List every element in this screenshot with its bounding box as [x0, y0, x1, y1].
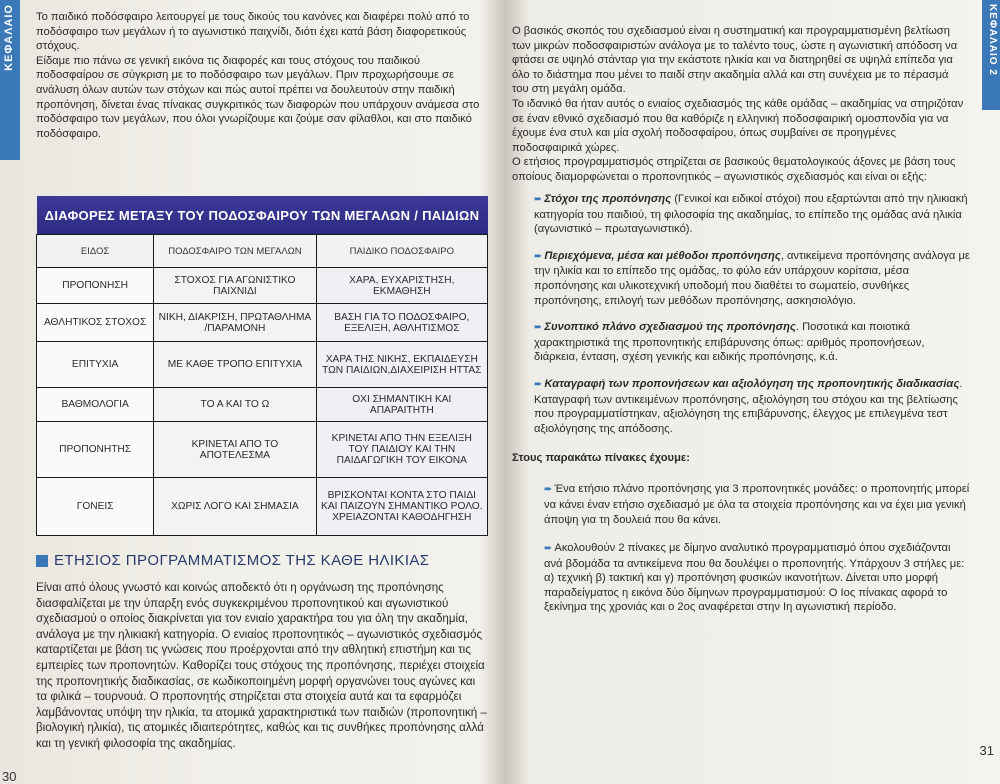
table-row: [37, 478, 488, 536]
section-heading-text: ΕΤΗΣΙΟΣ ΠΡΟΓΡΑΜΜΑΤΙΣΜΟΣ ΤΗΣ ΚΑΘΕ ΗΛΙΚΙΑΣ: [54, 552, 430, 569]
list-item-text: . Ποσοτικά και ποιοτικά χαρακτηριστικά της προπονητικής επιβάρυνσης όπως: αριθμός προπονήσεων, διάρκεια, ένταση, σχέση γενικής και ειδικής προπόνησης, κ.ά.: [534, 321, 925, 364]
intro-paragraph-1: Το παιδικό ποδόσφαιρο λειτουργεί με τους δικούς του κανόνες και διαφέρει πολύ από το ποδόσφαιρο των μεγάλων ή το αγωνιστικό παιχνίδι, διότι έχει κατά βάση διαφορετικούς στόχους.: [36, 11, 470, 53]
chapter-tab-label: ΚΕΦΑΛΑΙΟ 2: [987, 4, 998, 76]
arrow-bullet-icon: ➨: [534, 250, 543, 262]
table-row: [37, 388, 488, 422]
intro-text: [36, 10, 488, 141]
right-intro-paragraph-3: Ο ετήσιος προγραμματισμός στηρίζεται σε βασικούς θεματολογικούς άξονες με βάση τους οποίους διαμορφώνεται ο προπονητικός – αγωνιστικός σχεδιασμός και είναι οι εξής:: [512, 156, 956, 183]
table-header-type: ΕΙΔΟΣ: [37, 235, 154, 268]
differences-table: [36, 196, 488, 536]
arrow-bullet-icon: ➨: [544, 484, 553, 496]
table-cell: ΠΡΟΠΟΝΗΣΗ: [37, 268, 154, 304]
list-item-text: , αντικείμενα προπόνησης ανάλογα με την ηλικία και το επίπεδο της ομάδας, το φύλο εάν υπάρχουν κορίτσια, μέσα προπόνησης και υλικοτεχνική υποδομή που διαθέτει το σωματείο, συνθήκες προπόνησης, επιλογή των μεθόδων προπόνησης, ασκησιολόγιο.: [534, 249, 970, 307]
table-cell: ΒΑΘΜΟΛΟΓΙΑ: [37, 388, 154, 422]
list-item: [544, 541, 970, 615]
table-header-children: ΠΑΙΔΙΚΟ ΠΟΔΟΣΦΑΙΡΟ: [316, 235, 487, 268]
chapter-tab-left: [0, 0, 20, 160]
list-item-lead: Καταγραφή των προπονήσεων και αξιολόγηση της προπονητικής διαδικασίας: [544, 377, 960, 390]
arrow-bullet-icon: ➨: [534, 322, 543, 334]
list-item: [534, 377, 970, 436]
table-cell: ΣΤΟΧΟΣ ΓΙΑ ΑΓΩΝΙΣΤΙΚΟ ΠΑΙΧΝΙΔΙ: [154, 268, 316, 304]
table-row: [37, 304, 488, 342]
table-cell: ΟΧΙ ΣΗΜΑΝΤΙΚΗ ΚΑΙ ΑΠΑΡΑΙΤΗΤΗ: [316, 388, 487, 422]
intro-paragraph-2: Είδαμε πιο πάνω σε γενική εικόνα τις διαφορές και τους στόχους του παιδικού ποδοσφαίρου σε σύγκριση με το ποδόσφαιρο των μεγάλων. Πριν προχωρήσουμε σε ανάλυση όλων αυτών των στόχων και πώς αυτοί πρέπει να δουλευτούν στην παιδική προπόνηση, δίνεται ένας πίνακας συγκριτικός των διαφορών που υπάρχουν ανάμεσα στο ποδόσφαιρο των μεγάλων, που όλοι γνωρίζουμε και ζούμε σαν φίλαθλοι, και στο παιδικό ποδόσφαιρο.: [36, 54, 480, 140]
table-cell: ΚΡΙΝΕΤΑΙ ΑΠΟ ΤΟ ΑΠΟΤΕΛΕΣΜΑ: [154, 422, 316, 478]
section-heading: [36, 552, 429, 569]
list-item: [544, 482, 970, 527]
right-intro-paragraph-2: Το ιδανικό θα ήταν αυτός ο ενιαίος σχεδιασμός της κάθε ομάδας – ακαδημίας να στηριζόταν σε έναν εθνικό σχεδιασμό που θα καθόριζε η ελληνική ποδοσφαιρική ομοσπονδία για να έχουμε ένα στυλ και μία σχολή ποδοσφαίρου, όπως συμβαίνει σε προηγμένες ποδοσφαιρικά χώρες.: [512, 97, 964, 154]
list-item-text: (Γενικοί και ειδικοί στόχοι) που εξαρτώνται από την ηλικιακή κατηγορία του παιδιού, τη φιλοσοφία της ακαδημίας, το επίπεδο της ομάδας ανά ηλικία (αγωνιστικό – πρωταγωνιστικό).: [534, 193, 968, 236]
list-item-text: Ακολουθούν 2 πίνακες με δίμηνο αναλυτικό προγραμματισμό όπου σχεδιάζονται ανά βδομάδα τα αντικείμενα που θα δουλέψει ο προπονητής. Υπάρχουν 3 στήλες με: α) τεχνική β) τακτική και γ) προπόνηση φυσικών ικανοτήτων. Δίνεται υπο μορφή παραδείγματος η εικόνα δύο δίμηνων προγραμματισμού: Ο Ιος πίνακας αφορά το ξεκίνημα της χρονιάς και ο 2ος αναφέρεται στην Ιη αγωνιστική περίοδο.: [544, 542, 965, 614]
list-item-text: Ένα ετήσιο πλάνο προπόνησης για 3 προπονητικές μονάδες: ο προπονητής μπορεί να κάνει έναν ετήσιο σχεδιασμό με όλα τα στοιχεία προπόνησης και να έχει μια γενική άποψη για τη δουλειά που θα κάνει.: [544, 483, 970, 526]
table-cell: ΝΙΚΗ, ΔΙΑΚΡΙΣΗ, ΠΡΩΤΑΘΛΗΜΑ /ΠΑΡΑΜΟΝΗ: [154, 304, 316, 342]
list-item: [534, 249, 970, 308]
table-cell: ΠΡΟΠΟΝΗΤΗΣ: [37, 422, 154, 478]
table-header-adults: ΠΟΔΟΣΦΑΙΡΟ ΤΩΝ ΜΕΓΑΛΩΝ: [154, 235, 316, 268]
table-row: [37, 268, 488, 304]
table-cell: ΧΩΡΙΣ ΛΟΓΟ ΚΑΙ ΣΗΜΑΣΙΑ: [154, 478, 316, 536]
axes-list: [512, 192, 970, 629]
table-row: [37, 342, 488, 388]
table-cell: ΓΟΝΕΙΣ: [37, 478, 154, 536]
table-cell: ΑΘΛΗΤΙΚΟΣ ΣΤΟΧΟΣ: [37, 304, 154, 342]
page-number-right: 31: [979, 743, 994, 758]
table-title: ΔΙΑΦΟΡΕΣ ΜΕΤΑΞΥ ΤΟΥ ΠΟΔΟΣΦΑΙΡΟΥ ΤΩΝ ΜΕΓΑΛΩΝ / ΠΑΙΔΙΩΝ: [37, 196, 488, 235]
right-page: [508, 0, 1000, 784]
tables-subheading: Στους παρακάτω πίνακες έχουμε:: [512, 452, 690, 465]
right-intro-text: [512, 24, 968, 185]
chapter-tab-right: [982, 0, 1000, 110]
right-intro-paragraph-1: Ο βασικός σκοπός του σχεδιασμού είναι η συστηματική και προγραμματισμένη βελτίωση των μικρών ποδοσφαιριστών ανάλογα με το ταλέντο τους, ώστε η αγωνιστική απόδοση να φτάσει σε υψηλό στάνταρ για την εκάστοτε ηλικία και να διατηρηθεί σε υψηλά επίπεδα για όλο το διάστημα που μένει το παιδί στην ακαδημία αλλά και στη συνέχεια με το πέρασμά του στη μεγάλη ομάδα.: [512, 25, 958, 96]
table-row: [37, 422, 488, 478]
list-item: [534, 320, 970, 365]
list-item-lead: Περιεχόμενα, μέσα και μέθοδοι προπόνησης: [544, 249, 781, 262]
table-cell: ΚΡΙΝΕΤΑΙ ΑΠΟ ΤΗΝ ΕΞΕΛΙΞΗ ΤΟΥ ΠΑΙΔΙΟΥ ΚΑΙ ΤΗΝ ΠΑΙΔΑΓΩΓΙΚΗ ΤΟΥ ΕΙΚΟΝΑ: [316, 422, 487, 478]
square-bullet-icon: [36, 555, 48, 567]
chapter-tab-label: ΚΕΦΑΛΑΙΟ: [3, 4, 15, 71]
section-paragraph: Είναι από όλους γνωστό και κοινώς αποδεκτό ότι η οργάνωση της προπόνησης διασφαλίζεται με την ύπαρξη ενός συγκεκριμένου προπονητικού και αγωνιστικού σχεδιασμού ο οποίος διακρίνεται για τον ενιαίο χαρακτήρα του για όλη την ακαδημία, ανάλογα με την ηλικιακή κατηγορία. Ο ενιαίος προπονητικός – αγωνιστικός σχεδιασμός καταρτίζεται με βάση τις γνώσεις που προέρχονται από την αθλητική επιστήμη και τις εμπειρίες των προπονητών. Καθορίζει τους στόχους της προπόνησης, περιέχει στοιχεία της προπονητικής διαδικασίας, σε κωδικοποιημένη μορφή οργανώνει τους αγώνες και τα φιλικά – τουρνουά. Ο προπονητής στηρίζεται στα στοιχεία αυτά και τα εφαρμόζει λαμβάνοντας υπόψη την ηλικία, τα ατομικά χαρακτηριστικά των παιδιών (προπονητική – βιολογική ηλικία), τις ατομικές ιδιαιτερότητες, καθώς και τις συνθήκες προπόνησης αλλά και τη γενική φιλοσοφία της ακαδημίας.: [36, 581, 487, 750]
table-cell: ΕΠΙΤΥΧΙΑ: [37, 342, 154, 388]
table-cell: ΜΕ ΚΑΘΕ ΤΡΟΠΟ ΕΠΙΤΥΧΙΑ: [154, 342, 316, 388]
list-item: [534, 192, 970, 237]
section-body: [36, 580, 488, 752]
arrow-bullet-icon: ➨: [534, 378, 543, 390]
table-cell: ΒΑΣΗ ΓΙΑ ΤΟ ΠΟΔΟΣΦΑΙΡΟ, ΕΞΕΛΙΞΗ, ΑΘΛΗΤΙΣΜΟΣ: [316, 304, 487, 342]
list-item-lead: Στόχοι της προπόνησης: [544, 193, 672, 205]
table-cell: ΤΟ Α ΚΑΙ ΤΟ Ω: [154, 388, 316, 422]
arrow-bullet-icon: ➨: [534, 194, 543, 205]
table-cell: ΒΡΙΣΚΟΝΤΑΙ ΚΟΝΤΑ ΣΤΟ ΠΑΙΔΙ ΚΑΙ ΠΑΙΖΟΥΝ ΣΗΜΑΝΤΙΚΟ ΡΟΛΟ. ΧΡΕΙΑΖΟΝΤΑΙ ΚΑΘΟΔΗΓΗΣΗ: [316, 478, 487, 536]
list-item-text: . Καταγραφή των αντικειμένων προπόνησης, αξιολόγηση του στόχου και της βελτίωσης που προγραμματίστηκαν, αξιολόγηση της επιβάρυνσης, έλεγχος με επιλεγμένα τεστ αξιολόγησης της απόδοσης.: [534, 377, 963, 435]
page-number-left: 30: [2, 769, 17, 784]
list-item-lead: Συνοπτικό πλάνο σχεδιασμού της προπόνησης: [544, 321, 796, 334]
table-cell: ΧΑΡΑ, ΕΥΧΑΡΙΣΤΗΣΗ, ΕΚΜΑΘΗΣΗ: [316, 268, 487, 304]
arrow-bullet-icon: ➨: [544, 543, 553, 555]
table-cell: ΧΑΡΑ ΤΗΣ ΝΙΚΗΣ, ΕΚΠΑΙΔΕΥΣΗ ΤΩΝ ΠΑΙΔΙΩΝ,ΔΙΑΧΕΙΡΙΣΗ ΗΤΤΑΣ: [316, 342, 487, 388]
